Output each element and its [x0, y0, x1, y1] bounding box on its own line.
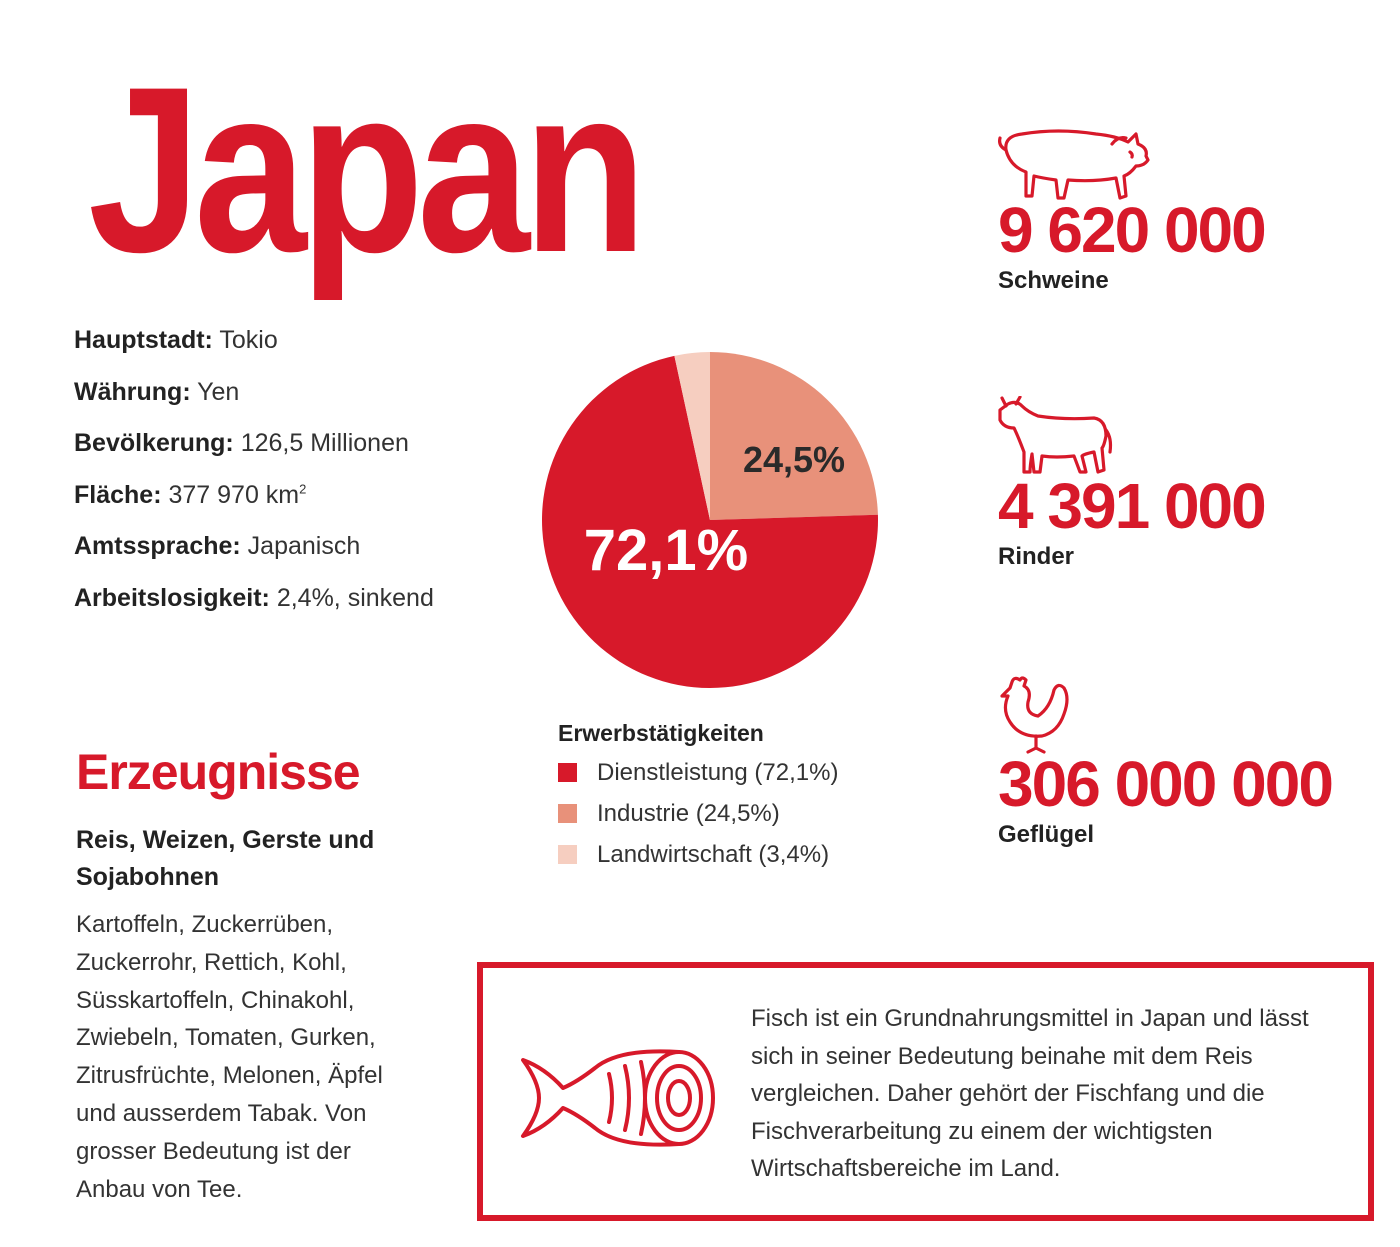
pie-slice-industrie: [710, 352, 878, 520]
page-title: Japan: [88, 38, 641, 302]
fact-label: Bevölkerung:: [74, 429, 234, 457]
chart-legend: [558, 716, 838, 875]
legend-label: Landwirtschaft (3,4%): [597, 840, 830, 868]
stat-number: 9 620 000: [998, 194, 1265, 266]
legend-label: Dienstleistung (72,1%): [597, 758, 839, 786]
fact-label: Fläche:: [74, 480, 162, 509]
legend-swatch: [558, 804, 577, 823]
fact-label: Hauptstadt:: [74, 326, 213, 354]
pie-label-dienstleistung: 72,1%: [583, 518, 749, 583]
legend-item-industry: [558, 793, 838, 834]
fact-value: 377 970 km: [161, 480, 300, 509]
fact-area: [74, 475, 434, 527]
fact-value: 126,5 Millionen: [233, 429, 409, 457]
fact-value: Tokio: [212, 326, 278, 354]
fact-value: Japanisch: [240, 532, 361, 560]
employment-pie-chart: [540, 350, 880, 690]
fact-label: Amtssprache:: [74, 532, 241, 560]
fact-value: Yen: [190, 377, 240, 406]
legend-swatch: [558, 845, 577, 864]
products-main: Reis, Weizen, Gerste und Sojabohnen: [76, 826, 375, 891]
legend-item-agriculture: [558, 834, 838, 875]
fact-language: [74, 526, 434, 578]
chart-title: Erwerbstätigkeiten: [558, 720, 764, 746]
fact-value: 2,4%, sinkend: [269, 583, 434, 612]
stat-cattle: [998, 470, 1265, 572]
pig-icon: [998, 122, 1153, 204]
legend-item-services: [558, 752, 838, 793]
stat-label: Schweine: [998, 267, 1109, 294]
fact-capital: [74, 320, 434, 372]
pie-svg: [540, 350, 880, 690]
stat-label: Rinder: [998, 543, 1075, 570]
stat-pigs: [998, 194, 1265, 296]
fact-list: [74, 320, 434, 629]
legend-swatch: [558, 763, 577, 782]
fish-text: Fisch ist ein Grundnahrungsmittel in Japan und lässt sich in seiner Bedeutung beinahe mit dem Reis vergleichen. Daher gehört der Fischfang und die Fischverarbeitung zu einem der wichtigsten Wirtschaftsbereiche im Land.: [751, 1005, 1309, 1182]
fact-population: [74, 423, 434, 475]
products-text: Kartoffeln, Zuckerrüben, Zuckerrohr, Rettich, Kohl, Süsskartoffeln, Chinakohl, Zwiebeln, Tomaten, Gurken, Zitrusfrüchte, Melonen, Äpfel und ausserdem Tabak. Von grosser Bedeutung ist der Anbau von Tee.: [76, 911, 383, 1203]
pie-label-industrie: 24,5%: [742, 439, 846, 480]
chicken-icon: [998, 674, 1074, 754]
fact-unemployment: [74, 578, 434, 630]
fact-label: Währung:: [74, 377, 191, 406]
fact-currency: [74, 372, 434, 424]
stat-label: Geflügel: [998, 821, 1095, 848]
fact-superscript: 2: [299, 481, 307, 497]
stat-poultry: [998, 748, 1332, 850]
stat-number: 306 000 000: [998, 748, 1332, 820]
fish-info-box: [477, 962, 1374, 1221]
legend-label: Industrie (24,5%): [597, 799, 780, 827]
stat-number: 4 391 000: [998, 470, 1265, 542]
cow-icon: [994, 396, 1114, 478]
fish-icon: [519, 1038, 719, 1158]
fact-label: Arbeitslosigkeit:: [74, 583, 270, 612]
products-heading: Erzeugnisse: [76, 744, 360, 800]
